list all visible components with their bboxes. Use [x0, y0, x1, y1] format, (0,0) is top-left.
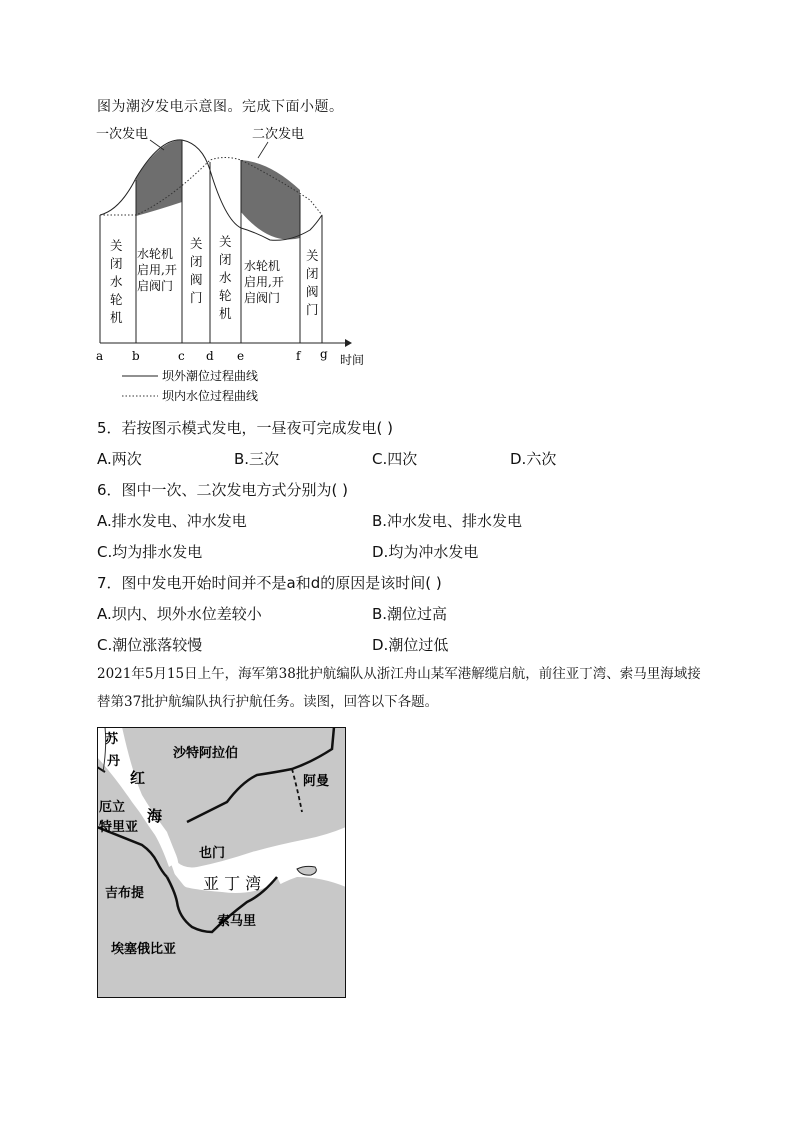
- q5-option-b[interactable]: B.三次: [234, 450, 280, 468]
- q5-option-d[interactable]: D.六次: [510, 450, 557, 468]
- svg-text:闭: 闭: [306, 266, 319, 281]
- svg-text:门: 门: [306, 302, 319, 317]
- column-5-text: [244, 258, 284, 305]
- svg-text:阀: 阀: [190, 272, 203, 287]
- q6-option-b[interactable]: B.冲水发电、排水发电: [372, 512, 523, 530]
- question-7-stem: 7．图中发电开始时间并不是a和d的原因是该时间( ): [97, 574, 442, 592]
- svg-text:启用,开: 启用,开: [244, 275, 284, 289]
- svg-text:门: 门: [190, 290, 203, 305]
- label-eritrea-2: 特里亚: [99, 820, 139, 835]
- second-generation-area: [241, 160, 300, 240]
- label-first-generation: 一次发电: [96, 127, 149, 142]
- q5-option-c[interactable]: C.四次: [372, 450, 418, 468]
- svg-text:a: a: [96, 349, 104, 363]
- svg-text:g: g: [320, 347, 328, 361]
- svg-text:轮: 轮: [219, 288, 232, 303]
- svg-text:关: 关: [110, 238, 123, 253]
- label-saudi: 沙特阿拉伯: [173, 746, 239, 761]
- svg-text:d: d: [206, 349, 214, 363]
- question-6-stem: 6．图中一次、二次发电方式分别为( ): [97, 481, 349, 499]
- axis-arrow-icon: [345, 339, 352, 347]
- svg-text:关: 关: [306, 248, 319, 263]
- label-somalia: 索马里: [217, 914, 257, 929]
- column-3-text: [190, 236, 203, 305]
- label-eritrea-1: 厄立: [99, 800, 126, 815]
- svg-text:e: e: [237, 349, 245, 363]
- first-generation-area: [136, 140, 182, 216]
- intro-text: 图为潮汐发电示意图。完成下面小题。: [97, 99, 344, 115]
- svg-text:轮: 轮: [110, 292, 123, 307]
- tick-labels: [96, 347, 328, 363]
- svg-text:阀: 阀: [306, 284, 319, 299]
- label-ethiopia: 埃塞俄比亚: [111, 942, 177, 957]
- svg-text:c: c: [178, 349, 185, 363]
- label-sudan-2: 丹: [107, 754, 121, 769]
- q6-option-a[interactable]: A.排水发电、冲水发电: [97, 512, 247, 530]
- label-yemen: 也门: [199, 846, 226, 861]
- legend-inner: 坝内水位过程曲线: [162, 389, 259, 403]
- label-sudan-1: 苏: [105, 732, 119, 747]
- q5-option-a[interactable]: A.两次: [97, 450, 142, 468]
- svg-text:启阀门: 启阀门: [137, 279, 174, 293]
- column-1-text: [110, 238, 123, 325]
- q6-option-c[interactable]: C.均为排水发电: [97, 543, 203, 561]
- tidal-power-diagram: [90, 120, 390, 405]
- svg-text:关: 关: [190, 236, 203, 251]
- column-4-text: [219, 234, 232, 321]
- q7-option-c[interactable]: C.潮位涨落较慢: [97, 636, 203, 654]
- svg-text:水轮机: 水轮机: [137, 247, 174, 261]
- svg-text:关: 关: [219, 234, 232, 249]
- svg-text:机: 机: [110, 310, 123, 325]
- svg-text:水: 水: [219, 270, 232, 285]
- q7-option-a[interactable]: A.坝内、坝外水位差较小: [97, 605, 262, 623]
- svg-text:机: 机: [219, 306, 232, 321]
- column-6-text: [306, 248, 319, 317]
- label-red-1: 红: [130, 769, 146, 787]
- svg-text:水: 水: [110, 274, 123, 289]
- reading-passage: 2021年5月15日上午，海军第38批护航编队从浙江舟山某军港解缆启航，前往亚丁湾、索马里海域接替第37批护航编队执行护航任务。读图，回答以下各题。: [97, 666, 701, 710]
- label-red-2: 海: [147, 807, 163, 825]
- svg-text:闭: 闭: [219, 252, 232, 267]
- svg-text:启阀门: 启阀门: [244, 291, 281, 305]
- legend-outer: 坝外潮位过程曲线: [162, 369, 259, 383]
- gulf-of-aden-map: [97, 727, 346, 998]
- label-gulf-of-aden: 亚 丁 湾: [203, 874, 262, 893]
- svg-text:启用,开: 启用,开: [137, 263, 177, 277]
- svg-text:闭: 闭: [110, 256, 123, 271]
- svg-text:水轮机: 水轮机: [244, 259, 281, 273]
- axis-label: 时间: [340, 353, 365, 367]
- q7-option-d[interactable]: D.潮位过低: [372, 636, 449, 654]
- question-5-stem: 5．若按图示模式发电，一昼夜可完成发电( ): [97, 419, 394, 437]
- column-2-text: [137, 246, 177, 293]
- label-second-generation: 二次发电: [252, 127, 305, 142]
- q6-option-d[interactable]: D.均为冲水发电: [372, 543, 479, 561]
- svg-text:b: b: [132, 349, 140, 363]
- label-oman: 阿曼: [303, 774, 330, 789]
- label-djibouti: 吉布提: [105, 886, 145, 901]
- svg-text:闭: 闭: [190, 254, 203, 269]
- svg-text:f: f: [296, 349, 301, 363]
- q7-option-b[interactable]: B.潮位过高: [372, 605, 448, 623]
